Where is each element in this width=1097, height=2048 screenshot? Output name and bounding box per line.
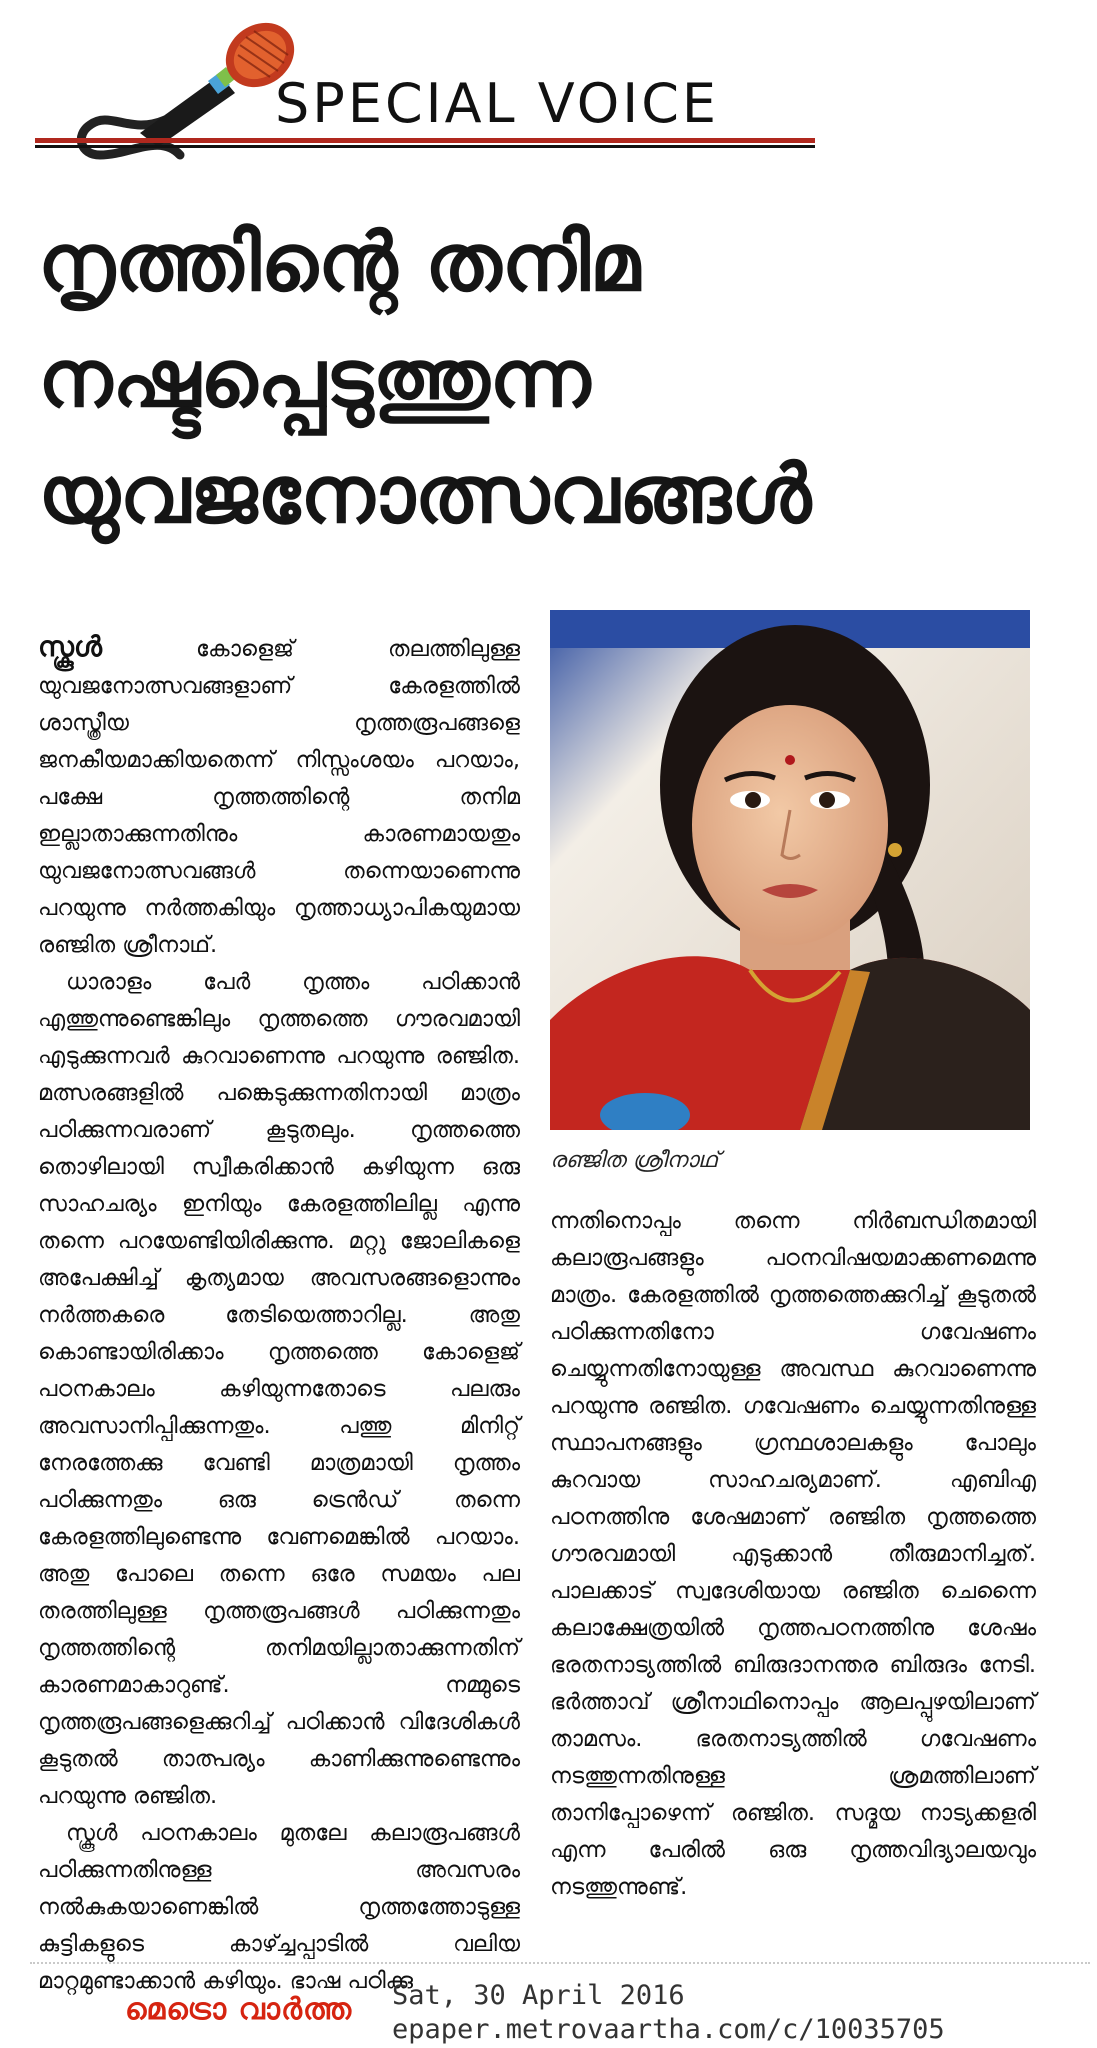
article-headline (38, 205, 1078, 553)
article-column-right (550, 1203, 1036, 1906)
paragraph-text: കോളെജ് തലത്തിലുള്ള യുവജനോത്സവങ്ങളാണ് കേരളത്തിൽ ശാസ്ത്രീയ നൃത്തരൂപങ്ങളെ ജനകീയമാക്കിയതെന്ന് നിസ്സംശയം പറയാം, പക്ഷേ നൃത്തത്തിന്റെ തനിമ ഇല്ലാതാക്കുന്നതിനും കാരണമായതും യുവജനോത്സവങ്ങൾ തന്നെയാണെന്നു പറയുന്നു നർത്തകിയും നൃത്താധ്യാപികയുമായ രഞ്ജിത ശ്രീനാഥ്. (38, 636, 520, 958)
section-masthead (30, 15, 820, 165)
publication-date: Sat, 30 April 2016 (392, 1980, 685, 2011)
masthead-rule-dark (35, 145, 815, 148)
article-paragraph (38, 628, 520, 964)
lead-word: സ്കൂൾ (38, 630, 103, 663)
masthead-rule (35, 138, 815, 143)
portrait-illustration (550, 610, 1030, 1130)
article-paragraph: ന്നതിനൊപ്പം തന്നെ നിർബന്ധിതമായി കലാരൂപങ്ങളും പഠനവിഷയമാക്കണമെന്നു മാത്രം. കേരളത്തിൽ നൃത്തത്തെക്കുറിച്ച് കൂടുതൽ പഠിക്കുന്നതിനോ ഗവേഷണം ചെയ്യുന്നതിനോയുള്ള അവസ്ഥ കുറവാണെന്നു പറയുന്നു രഞ്ജിത. ഗവേഷണം ചെയ്യുന്നതിനുള്ള സ്ഥാപനങ്ങളും ഗ്രന്ഥശാലകളും പോലും കുറവായ സാഹചര്യമാണ്. എബിഎ പഠനത്തിനു ശേഷമാണ് രഞ്ജിത നൃത്തത്തെ ഗൗരവമായി എടുക്കാൻ തീരുമാനിച്ചത്. പാലക്കാട് സ്വദേശിയായ രഞ്ജിത ചെന്നൈ കലാക്ഷേത്രയിൽ നൃത്തപഠനത്തിനു ശേഷം ഭരതനാട്യത്തിൽ ബിരുദാനന്തര ബിരുദം നേടി. ഭർത്താവ് ശ്രീനാഥിനൊപ്പം ആലപ്പുഴയിലാണ് താമസം. ഭരതനാട്യത്തിൽ ഗവേഷണം നടത്തുന്നതിനുള്ള ശ്രമത്തിലാണ് താനിപ്പോഴെന്ന് രഞ്ജിത. സദ്മയ നാട്യക്കളരി എന്ന പേരിൽ ഒരു നൃത്തവിദ്യാലയവും നടത്തുന്നുണ്ട്. (550, 1208, 1036, 1900)
portrait-photo (550, 610, 1030, 1130)
article-paragraph: ധാരാളം പേർ നൃത്തം പഠിക്കാൻ എത്തുന്നുണ്ടെങ്കിലും നൃത്തത്തെ ഗൗരവമായി എടുക്കുന്നവർ കുറവാണെന്നു പറയുന്നു രഞ്ജിത. മത്സരങ്ങളിൽ പങ്കെടുക്കുന്നതിനായി മാത്രം പഠിക്കുന്നവരാണ് കൂടുതലും. നൃത്തത്തെ തൊഴിലായി സ്വീകരിക്കാൻ കഴിയുന്ന ഒരു സാഹചര്യം ഇനിയും കേരളത്തിലില്ല എന്നു തന്നെ പറയേണ്ടിയിരിക്കുന്നു. മറ്റു ജോലികളെ അപേക്ഷിച്ച് കൃത്യമായ അവസരങ്ങളൊന്നും നർത്തകരെ തേടിയെത്താറില്ല. അതു കൊണ്ടായിരിക്കാം നൃത്തത്തെ കോളെജ് പഠനകാലം കഴിയുന്നതോടെ പലരും അവസാനിപ്പിക്കുന്നതും. പത്തു മിനിറ്റ് നേരത്തേക്കു വേണ്ടി മാത്രമായി നൃത്തം പഠിക്കുന്നതും ഒരു ട്രെൻഡ് തന്നെ കേരളത്തിലുണ്ടെന്നു വേണമെങ്കിൽ പറയാം. അതു പോലെ തന്നെ ഒരേ സമയം പല തരത്തിലുള്ള നൃത്തരൂപങ്ങൾ പഠിക്കുന്നതും നൃത്തത്തിന്റെ തനിമയില്ലാതാക്കുന്നതിന് കാരണമാകാറുണ്ട്. നമ്മുടെ നൃത്തരൂപങ്ങളെക്കുറിച്ച് പഠിക്കാൻ വിദേശികൾ കൂടുതൽ താത്പര്യം കാണിക്കുന്നുണ്ടെന്നും പറയുന്നു രഞ്ജിത. (38, 969, 520, 1809)
newspaper-logo: മെട്രൊ വാർത്ത (125, 1992, 353, 2027)
headline-line-2: നഷ്ടപ്പെടുത്തുന്ന (38, 332, 591, 425)
headline-line-3: യുവജനോത്സവങ്ങൾ (38, 448, 812, 541)
headline-line-1: നൃത്തിന്റെ തനിമ (38, 216, 641, 309)
photo-caption: രഞ്ജിത ശ്രീനാഥ് (550, 1148, 719, 1173)
section-title: SPECIAL VOICE (275, 72, 720, 135)
epaper-url[interactable]: epaper.metrovaartha.com/c/10035705 (392, 2014, 945, 2045)
epaper-footer (0, 1962, 1097, 2048)
article-column-left (38, 628, 520, 2000)
article-paragraph: സ്കൂൾ പഠനകാലം മുതലേ കലാരൂപങ്ങൾ പഠിക്കുന്നതിനുള്ള അവസരം നൽകുകയാണെങ്കിൽ നൃത്തത്തോടുള്ള കുട്ടികളുടെ കാഴ്ച്ചപ്പാടിൽ വലിയ മാറ്റമുണ്ടാക്കാൻ കഴിയും. ഭാഷ പഠിക്കു (38, 1820, 520, 1994)
footer-rule (30, 1962, 1090, 1964)
